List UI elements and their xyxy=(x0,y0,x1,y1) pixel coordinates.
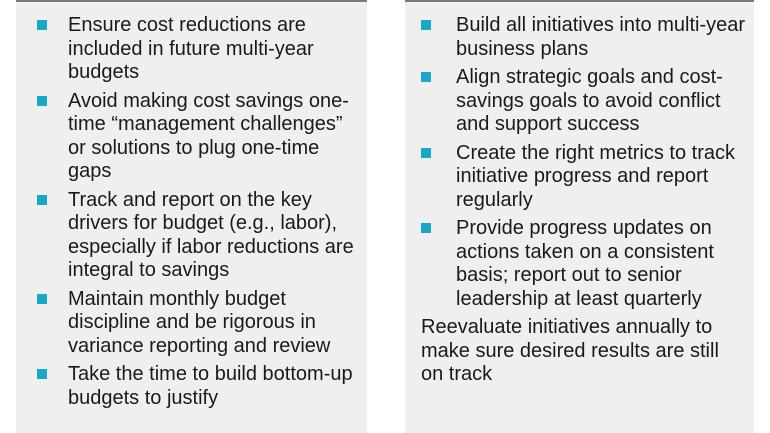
bullet-square-icon xyxy=(37,96,47,106)
list-item-text: Provide progress updates on actions taken on a consistent basis; report out to senior leadership at least quarterly xyxy=(456,217,714,310)
list-item-text: Build all initiatives into multi-year business plans xyxy=(456,14,746,60)
list-item-text: Align strategic goals and cost-savings goals to avoid conflict and support success xyxy=(456,66,723,135)
bullet-square-icon xyxy=(37,195,47,205)
bullet-square-icon xyxy=(421,223,431,233)
list-item-text: Track and report on the key drivers for budget (e.g., labor), especially if labor reductions are integral to savings xyxy=(68,188,354,281)
list-item xyxy=(37,288,359,359)
bullet-square-icon xyxy=(37,20,47,30)
bullet-square-icon xyxy=(421,20,431,30)
right-bullet-list xyxy=(421,14,746,311)
bullet-square-icon xyxy=(421,148,431,158)
right-column-panel xyxy=(405,0,754,433)
bullet-square-icon xyxy=(37,294,47,304)
bullet-square-icon xyxy=(37,369,47,379)
closing-note: Reevaluate initiatives annually to make sure desired results are still on track xyxy=(421,316,719,385)
list-item xyxy=(421,217,746,311)
list-item-text: Maintain monthly budget discipline and be rigorous in variance reporting and review xyxy=(68,287,331,357)
list-item xyxy=(37,14,359,85)
left-column-panel xyxy=(16,0,367,433)
list-item-text: Avoid making cost savings one-time “management challenges” or solutions to plug one-time gaps xyxy=(68,89,349,182)
list-item xyxy=(37,189,359,283)
left-bullet-list xyxy=(37,14,359,410)
list-item xyxy=(421,142,746,213)
bullet-square-icon xyxy=(421,72,431,82)
list-item-text: Create the right metrics to track initiative progress and report regularly xyxy=(456,141,735,211)
list-item xyxy=(421,66,746,137)
list-item-text: Ensure cost reductions are included in future multi-year budgets xyxy=(68,14,314,83)
list-item-text: Take the time to build bottom-up budgets to justify xyxy=(68,363,353,409)
list-item xyxy=(37,363,359,410)
list-item xyxy=(37,90,359,184)
list-item xyxy=(421,14,746,61)
